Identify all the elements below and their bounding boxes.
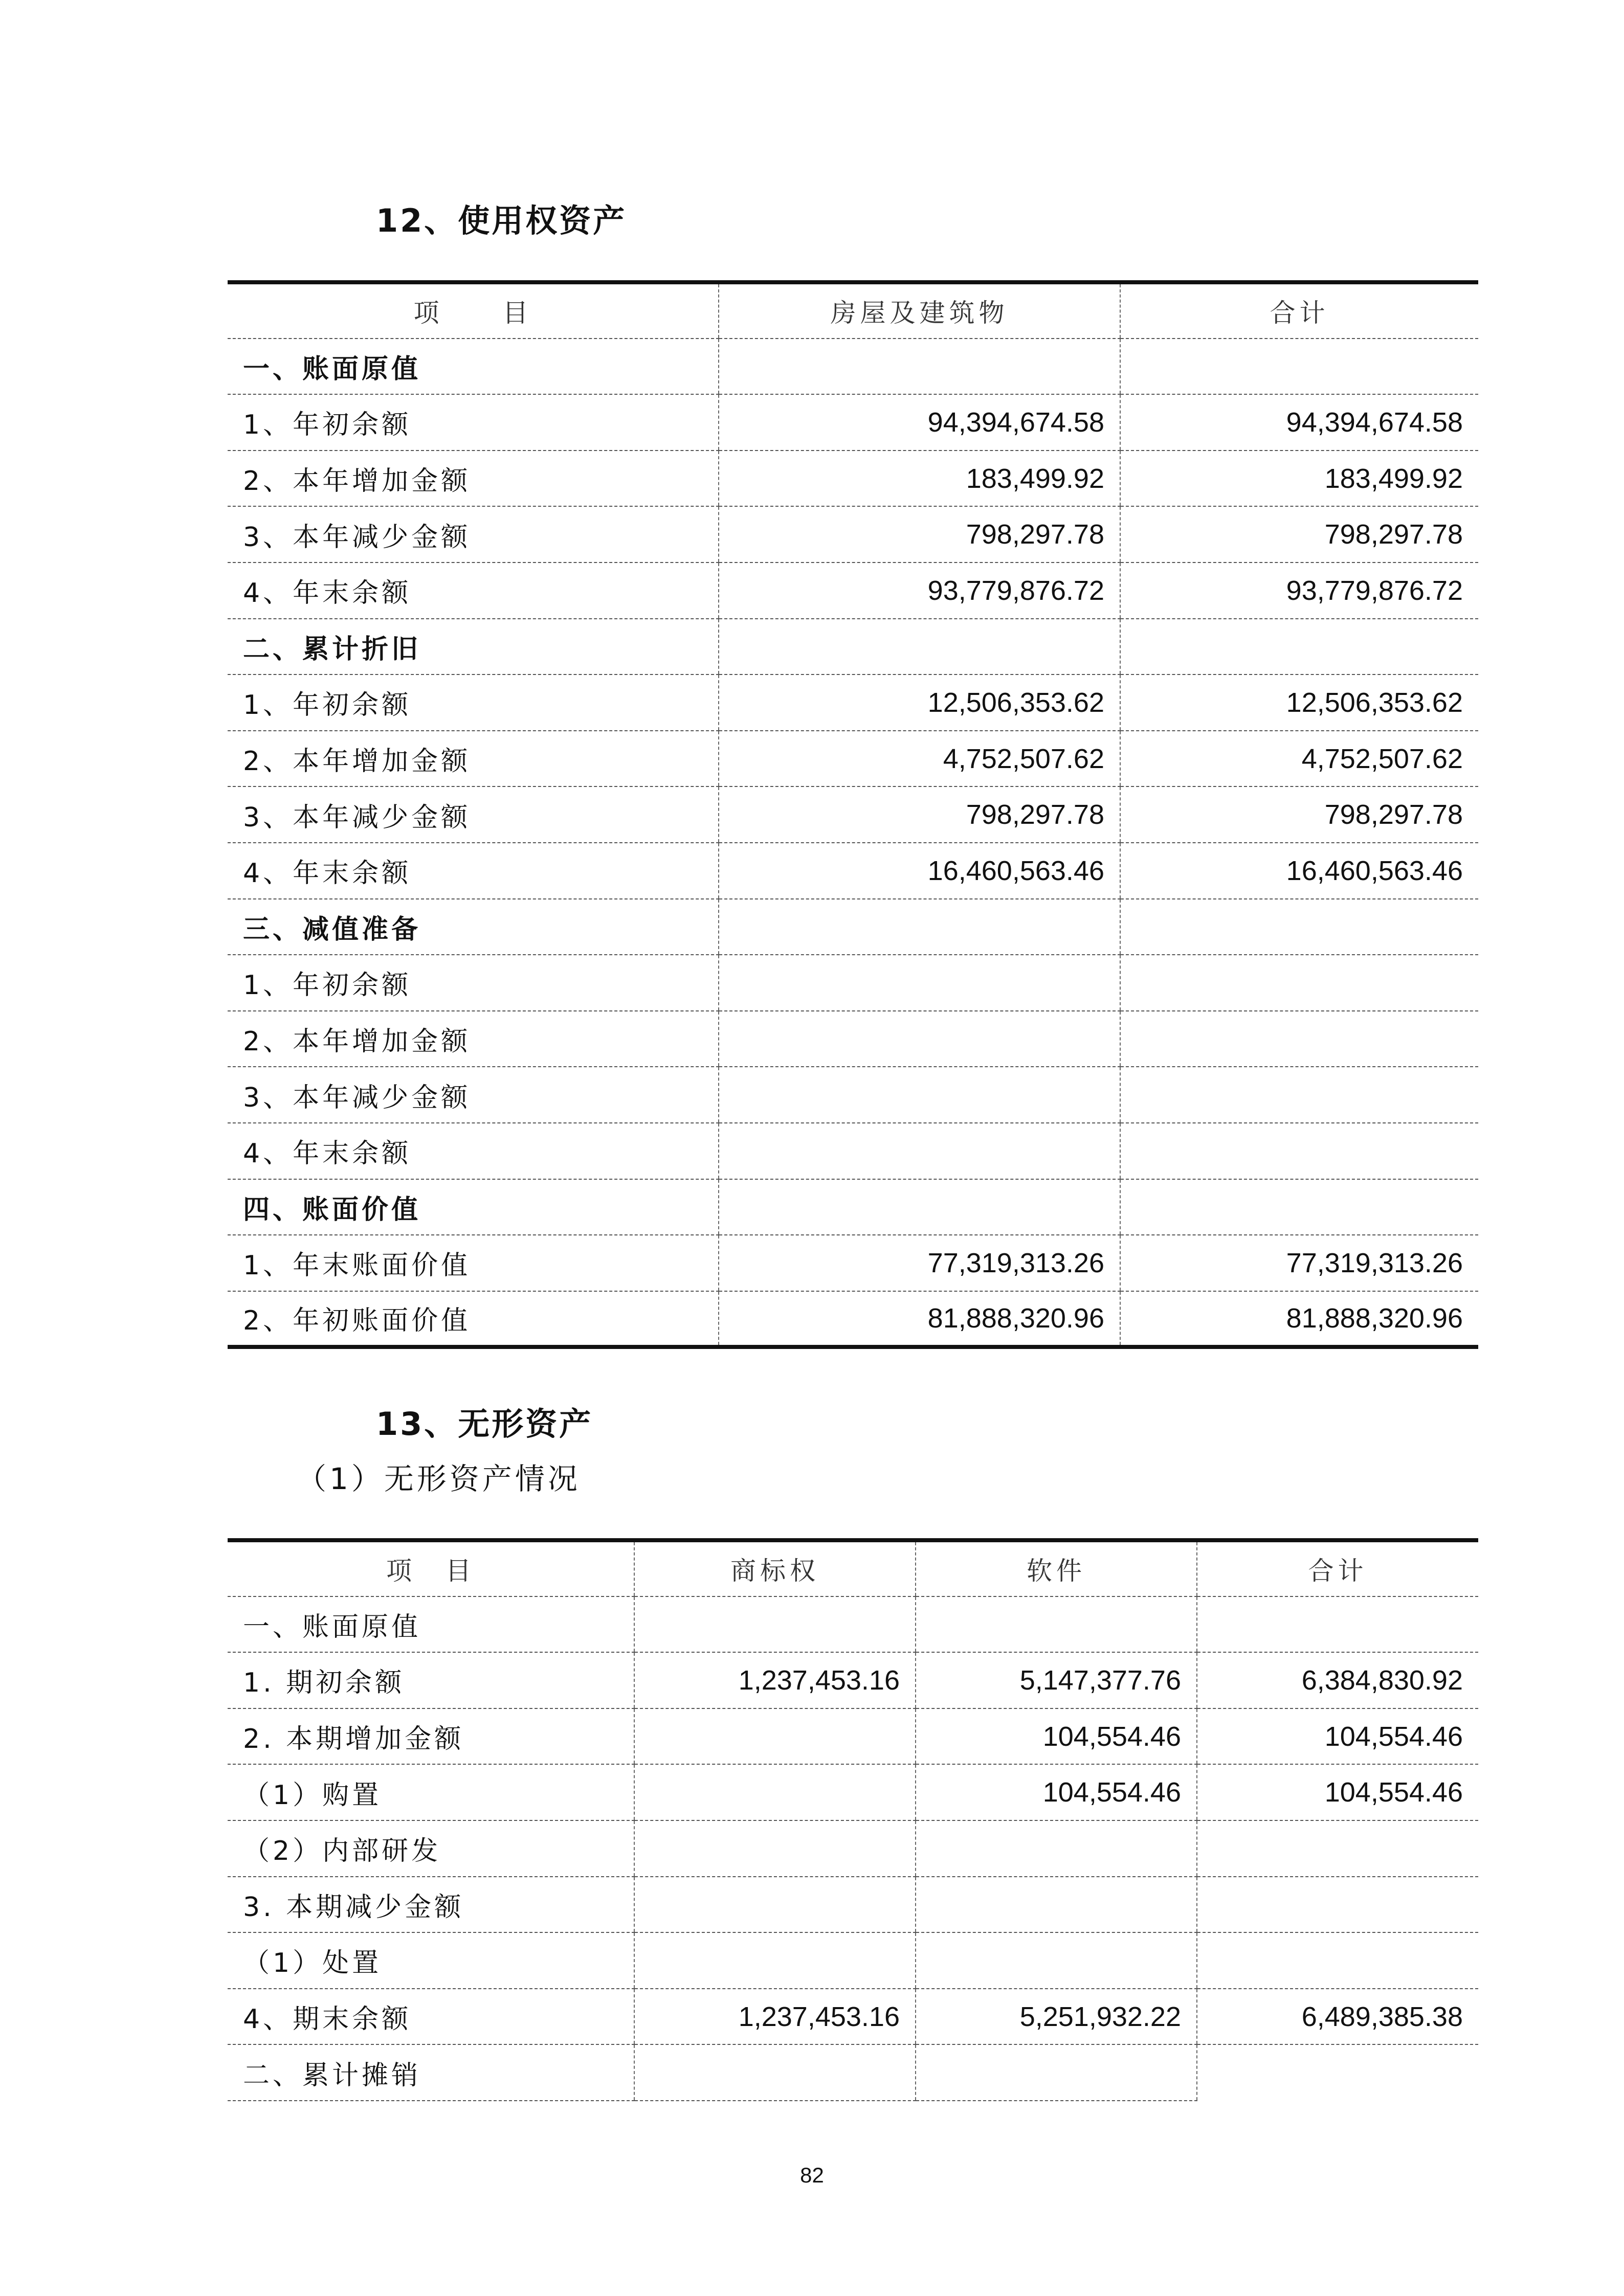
table-header-row xyxy=(228,282,1478,339)
header-total: 合计 xyxy=(1120,282,1478,339)
table-row xyxy=(228,562,1478,619)
buildings-value: 94,394,674.58 xyxy=(719,394,1120,451)
header-item: 项 目 xyxy=(228,282,719,339)
row-label: （1）处置 xyxy=(228,1932,634,1989)
total-value: 77,319,313.26 xyxy=(1120,1235,1478,1291)
total-value: 798,297.78 xyxy=(1120,786,1478,843)
software-value: 104,554.46 xyxy=(916,1764,1197,1820)
buildings-value xyxy=(719,1179,1120,1235)
row-label: 3. 本期减少金额 xyxy=(228,1877,634,1933)
row-label: 二、累计折旧 xyxy=(228,619,719,675)
row-label: 一、账面原值 xyxy=(228,339,719,395)
total-value xyxy=(1197,2044,1478,2101)
row-label: （1）购置 xyxy=(228,1764,634,1820)
row-label: （2）内部研发 xyxy=(228,1820,634,1877)
total-value: 6,384,830.92 xyxy=(1197,1652,1478,1708)
table-row xyxy=(228,1596,1478,1653)
buildings-value: 798,297.78 xyxy=(719,506,1120,562)
row-label: 2、年初账面价值 xyxy=(243,1305,471,1337)
total-value xyxy=(1197,1596,1478,1653)
total-value: 183,499.92 xyxy=(1120,451,1478,507)
row-label: 一、账面原值 xyxy=(228,1596,634,1653)
row-label: 2、本年增加金额 xyxy=(228,1011,719,1067)
row-label: 1、年初余额 xyxy=(228,955,719,1011)
software-value xyxy=(916,2044,1197,2101)
row-label: 4、年末余额 xyxy=(228,1123,719,1179)
trademark-value xyxy=(634,2044,916,2101)
table-row xyxy=(228,619,1478,675)
table-row xyxy=(228,843,1478,899)
table-row xyxy=(228,394,1478,451)
trademark-value xyxy=(634,1932,916,1989)
row-label: 3、本年减少金额 xyxy=(228,506,719,562)
total-value: 4,752,507.62 xyxy=(1120,731,1478,787)
table-row xyxy=(228,506,1478,562)
section-13-subtitle: （1）无形资产情况 xyxy=(297,1461,581,1496)
table-row xyxy=(228,786,1478,843)
total-value xyxy=(1120,955,1478,1011)
trademark-value xyxy=(634,1596,916,1653)
buildings-value: 183,499.92 xyxy=(719,451,1120,507)
software-value xyxy=(916,1596,1197,1653)
software-value xyxy=(916,1877,1197,1933)
row-label: 1. 期初余额 xyxy=(228,1652,634,1708)
row-label: 3、本年减少金额 xyxy=(228,1067,719,1123)
total-value: 94,394,674.58 xyxy=(1120,394,1478,451)
total-value: 81,888,320.96 xyxy=(1120,1291,1478,1347)
buildings-value xyxy=(719,1067,1120,1123)
total-value xyxy=(1120,1123,1478,1179)
table-row xyxy=(228,674,1478,731)
right-of-use-assets-table xyxy=(228,280,1478,1349)
buildings-value xyxy=(719,339,1120,395)
total-value xyxy=(1120,899,1478,955)
table-row xyxy=(228,2044,1478,2101)
row-label: 4、期末余额 xyxy=(228,1989,634,2045)
buildings-value: 4,752,507.62 xyxy=(719,731,1120,787)
table-row xyxy=(228,1067,1478,1123)
header-buildings: 房屋及建筑物 xyxy=(719,282,1120,339)
intangible-assets-table xyxy=(228,1538,1478,2101)
table-row xyxy=(228,1291,1478,1347)
section-12-title: 12、使用权资产 xyxy=(376,202,627,239)
total-value: 104,554.46 xyxy=(1197,1708,1478,1765)
row-label: 2. 本期增加金额 xyxy=(228,1708,634,1765)
total-value xyxy=(1197,1877,1478,1933)
total-value: 6,489,385.38 xyxy=(1197,1989,1478,2045)
total-value xyxy=(1120,1179,1478,1235)
total-value: 16,460,563.46 xyxy=(1120,843,1478,899)
buildings-value: 798,297.78 xyxy=(719,786,1120,843)
buildings-value xyxy=(719,619,1120,675)
software-value: 5,147,377.76 xyxy=(916,1652,1197,1708)
total-value: 798,297.78 xyxy=(1120,506,1478,562)
table-row xyxy=(228,1764,1478,1820)
page-number: 82 xyxy=(800,2163,824,2187)
trademark-value xyxy=(634,1820,916,1877)
section-13-title: 13、无形资产 xyxy=(376,1405,593,1443)
row-label: 1、年初余额 xyxy=(228,674,719,731)
total-value xyxy=(1120,1067,1478,1123)
table-row xyxy=(228,1932,1478,1989)
row-label: 4、年末余额 xyxy=(228,843,719,899)
table-row xyxy=(228,731,1478,787)
row-label: 2、本年增加金额 xyxy=(228,731,719,787)
buildings-value: 16,460,563.46 xyxy=(719,843,1120,899)
total-value: 93,779,876.72 xyxy=(1120,562,1478,619)
header-trademark: 商标权 xyxy=(634,1540,916,1596)
table-row xyxy=(228,1123,1478,1179)
software-value xyxy=(916,1932,1197,1989)
buildings-value: 81,888,320.96 xyxy=(719,1291,1120,1347)
row-label: 1、年末账面价值 xyxy=(228,1235,719,1291)
total-value: 12,506,353.62 xyxy=(1120,674,1478,731)
row-label: 四、账面价值 xyxy=(228,1179,719,1235)
trademark-value xyxy=(634,1764,916,1820)
trademark-value: 1,237,453.16 xyxy=(634,1989,916,2045)
table-header-row xyxy=(228,1540,1478,1596)
row-label: 二、累计摊销 xyxy=(228,2044,634,2101)
table-row xyxy=(228,1652,1478,1708)
trademark-value xyxy=(634,1708,916,1765)
table-row xyxy=(228,1708,1478,1765)
table-row xyxy=(228,1989,1478,2045)
buildings-value xyxy=(719,1011,1120,1067)
table-row xyxy=(228,899,1478,955)
row-label: 3、本年减少金额 xyxy=(228,786,719,843)
buildings-value xyxy=(719,955,1120,1011)
total-value xyxy=(1120,1011,1478,1067)
buildings-value xyxy=(719,899,1120,955)
software-value: 104,554.46 xyxy=(916,1708,1197,1765)
table-row xyxy=(228,1820,1478,1877)
header-total: 合计 xyxy=(1197,1540,1478,1596)
table-row xyxy=(228,1877,1478,1933)
table-row xyxy=(228,955,1478,1011)
trademark-value: 1,237,453.16 xyxy=(634,1652,916,1708)
buildings-value: 93,779,876.72 xyxy=(719,562,1120,619)
buildings-value: 12,506,353.62 xyxy=(719,674,1120,731)
trademark-value xyxy=(634,1877,916,1933)
total-value xyxy=(1197,1932,1478,1989)
row-label: 1、年初余额 xyxy=(228,394,719,451)
total-value xyxy=(1120,339,1478,395)
software-value xyxy=(916,1820,1197,1877)
header-item: 项 目 xyxy=(228,1540,634,1596)
software-value: 5,251,932.22 xyxy=(916,1989,1197,2045)
buildings-value: 77,319,313.26 xyxy=(719,1235,1120,1291)
table-row xyxy=(228,1179,1478,1235)
table-row xyxy=(228,451,1478,507)
table-row xyxy=(228,339,1478,395)
row-label: 三、减值准备 xyxy=(228,899,719,955)
total-value xyxy=(1120,619,1478,675)
row-label: 4、年末余额 xyxy=(228,562,719,619)
total-value: 104,554.46 xyxy=(1197,1764,1478,1820)
total-value xyxy=(1197,1820,1478,1877)
table-row xyxy=(228,1011,1478,1067)
row-label: 2、本年增加金额 xyxy=(228,451,719,507)
header-software: 软件 xyxy=(916,1540,1197,1596)
buildings-value xyxy=(719,1123,1120,1179)
table-row xyxy=(228,1235,1478,1291)
